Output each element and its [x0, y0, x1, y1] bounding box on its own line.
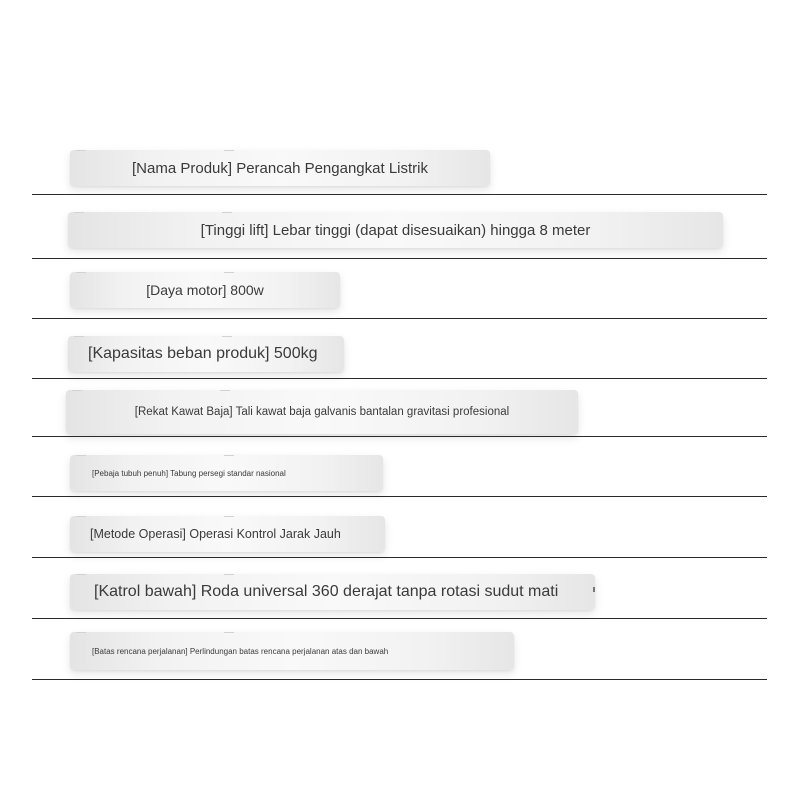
divider — [32, 378, 767, 379]
spec-item-label: [Daya motor] 800w — [146, 282, 264, 298]
divider — [32, 258, 767, 259]
spec-item-label: [Tinggi lift] Lebar tinggi (dapat disesuaikan) hingga 8 meter — [200, 221, 591, 239]
spec-item-body-steel — [70, 455, 383, 491]
spec-item-motor-power — [70, 272, 340, 308]
divider — [32, 618, 767, 619]
spec-item-operation-method — [70, 516, 385, 552]
divider — [32, 679, 767, 680]
divider — [32, 436, 767, 437]
tick-mark — [593, 587, 595, 592]
spec-item-product-name — [70, 150, 490, 186]
divider — [32, 557, 767, 558]
spec-item-label: [Nama Produk] Perancah Pengangkat Listrik — [132, 159, 428, 177]
divider — [32, 318, 767, 319]
spec-item-label: [Metode Operasi] Operasi Kontrol Jarak Jauh — [90, 527, 341, 541]
spec-item-label: [Kapasitas beban produk] 500kg — [88, 345, 318, 362]
divider — [32, 496, 767, 497]
spec-item-label: [Pebaja tubuh penuh] Tabung persegi standar nasional — [92, 468, 286, 478]
spec-item-bottom-pulley — [70, 574, 595, 610]
spec-item-lift-height — [68, 212, 723, 248]
spec-item-load-capacity — [68, 336, 344, 372]
spec-item-steel-wire — [66, 390, 578, 434]
spec-item-label: [Rekat Kawat Baja] Tali kawat baja galvanis bantalan gravitasi profesional — [134, 406, 510, 418]
spec-item-label: [Batas rencana perjalanan] Perlindungan batas rencana perjalanan atas dan bawah — [92, 646, 389, 656]
divider — [32, 194, 767, 195]
spec-item-travel-limit — [70, 632, 514, 670]
spec-item-label: [Katrol bawah] Roda universal 360 derajat tanpa rotasi sudut mati — [94, 583, 559, 600]
